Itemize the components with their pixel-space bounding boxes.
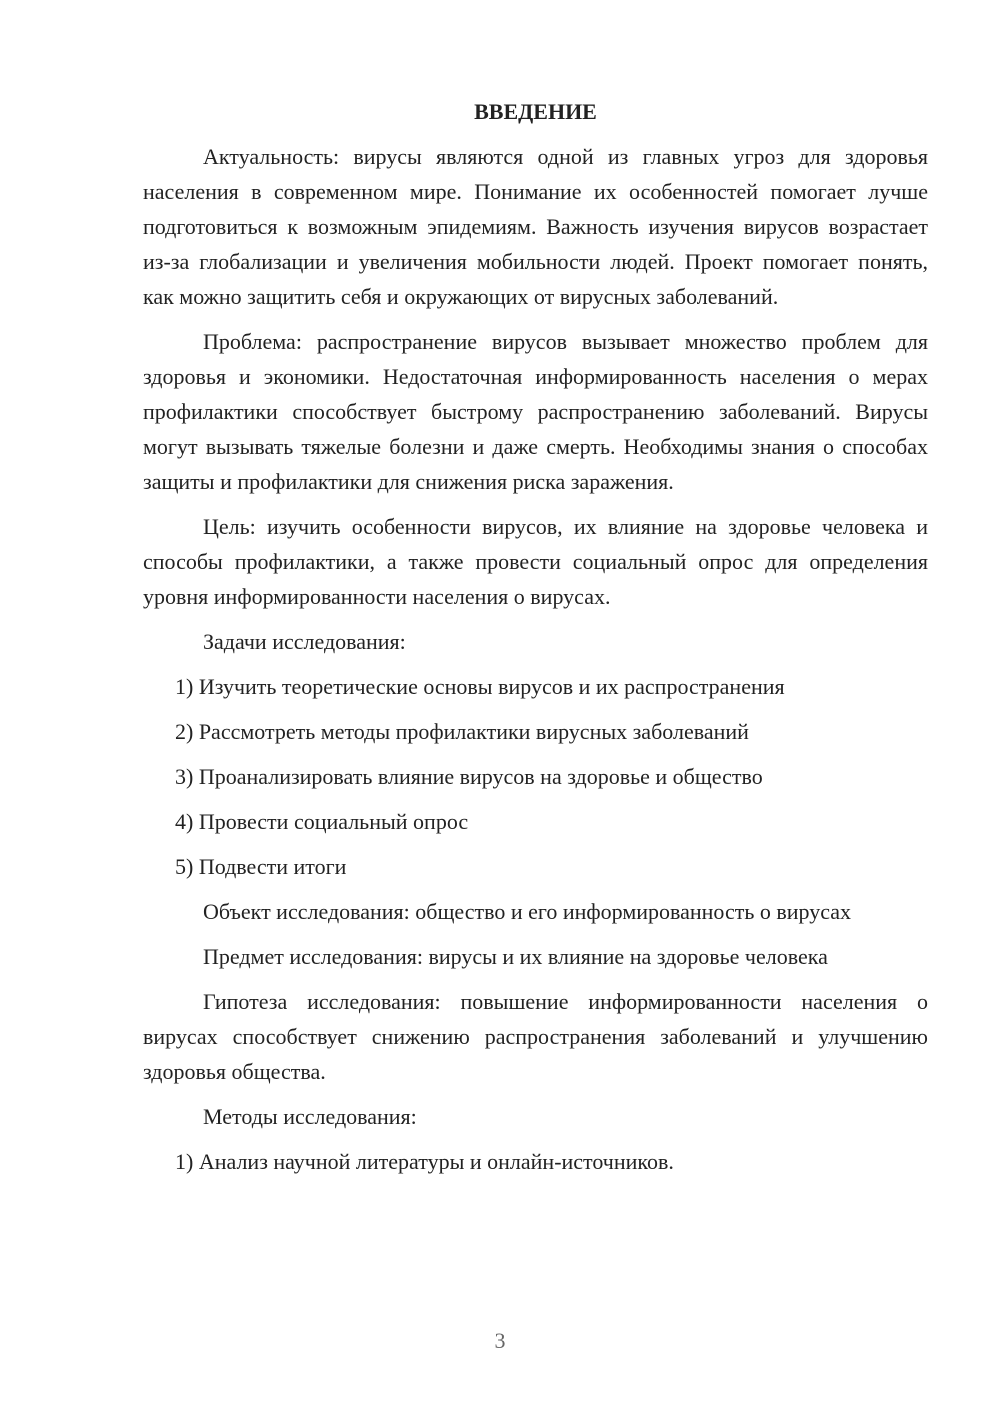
page-content bbox=[143, 94, 928, 1189]
relevance-paragraph: Актуальность: вирусы являются одной из главных угроз для здоровья населения в современном мире. Понимание их особенностей помогает лучше подготовиться к возможным эпидемиям. Важность изучения вирусов возрастает из-за глобализации и увеличения мобильности людей. Проект помогает понять, как можно защитить себя и окружающих от вирусных заболеваний. bbox=[143, 144, 928, 309]
page-number: 3 bbox=[494, 1328, 506, 1353]
task-item: 3) Проанализировать влияние вирусов на здоровье и общество bbox=[175, 764, 763, 789]
methods-list bbox=[143, 1144, 928, 1179]
task-item: 5) Подвести итоги bbox=[175, 854, 347, 879]
problem-paragraph: Проблема: распространение вирусов вызывает множество проблем для здоровья и экономики. Недостаточная информированность населения о мерах профилактики способствует быстрому распространению заболеваний. Вирусы могут вызывать тяжелые болезни и даже смерть. Необходимы знания о способах защиты и профилактики для снижения риска заражения. bbox=[143, 329, 928, 494]
hypothesis-paragraph: Гипотеза исследования: повышение информированности населения о вирусах способствует снижению распространения заболеваний и улучшению здоровья общества. bbox=[143, 989, 928, 1084]
method-item: 1) Анализ научной литературы и онлайн-источников. bbox=[175, 1149, 674, 1174]
tasks-list bbox=[143, 669, 928, 884]
task-item: 4) Провести социальный опрос bbox=[175, 809, 469, 834]
task-item: 1) Изучить теоретические основы вирусов и их распространения bbox=[175, 674, 785, 699]
task-item: 2) Рассмотреть методы профилактики вирусных заболеваний bbox=[175, 719, 749, 744]
object-paragraph: Объект исследования: общество и его информированность о вирусах bbox=[203, 899, 852, 924]
tasks-label: Задачи исследования: bbox=[203, 629, 406, 654]
goal-paragraph: Цель: изучить особенности вирусов, их влияние на здоровье человека и способы профилактики, а также провести социальный опрос для определения уровня информированности населения о вирусах. bbox=[143, 514, 928, 609]
page-title: ВВЕДЕНИЕ bbox=[474, 99, 597, 124]
subject-paragraph: Предмет исследования: вирусы и их влияние на здоровье человека bbox=[203, 944, 828, 969]
methods-label: Методы исследования: bbox=[203, 1104, 417, 1129]
